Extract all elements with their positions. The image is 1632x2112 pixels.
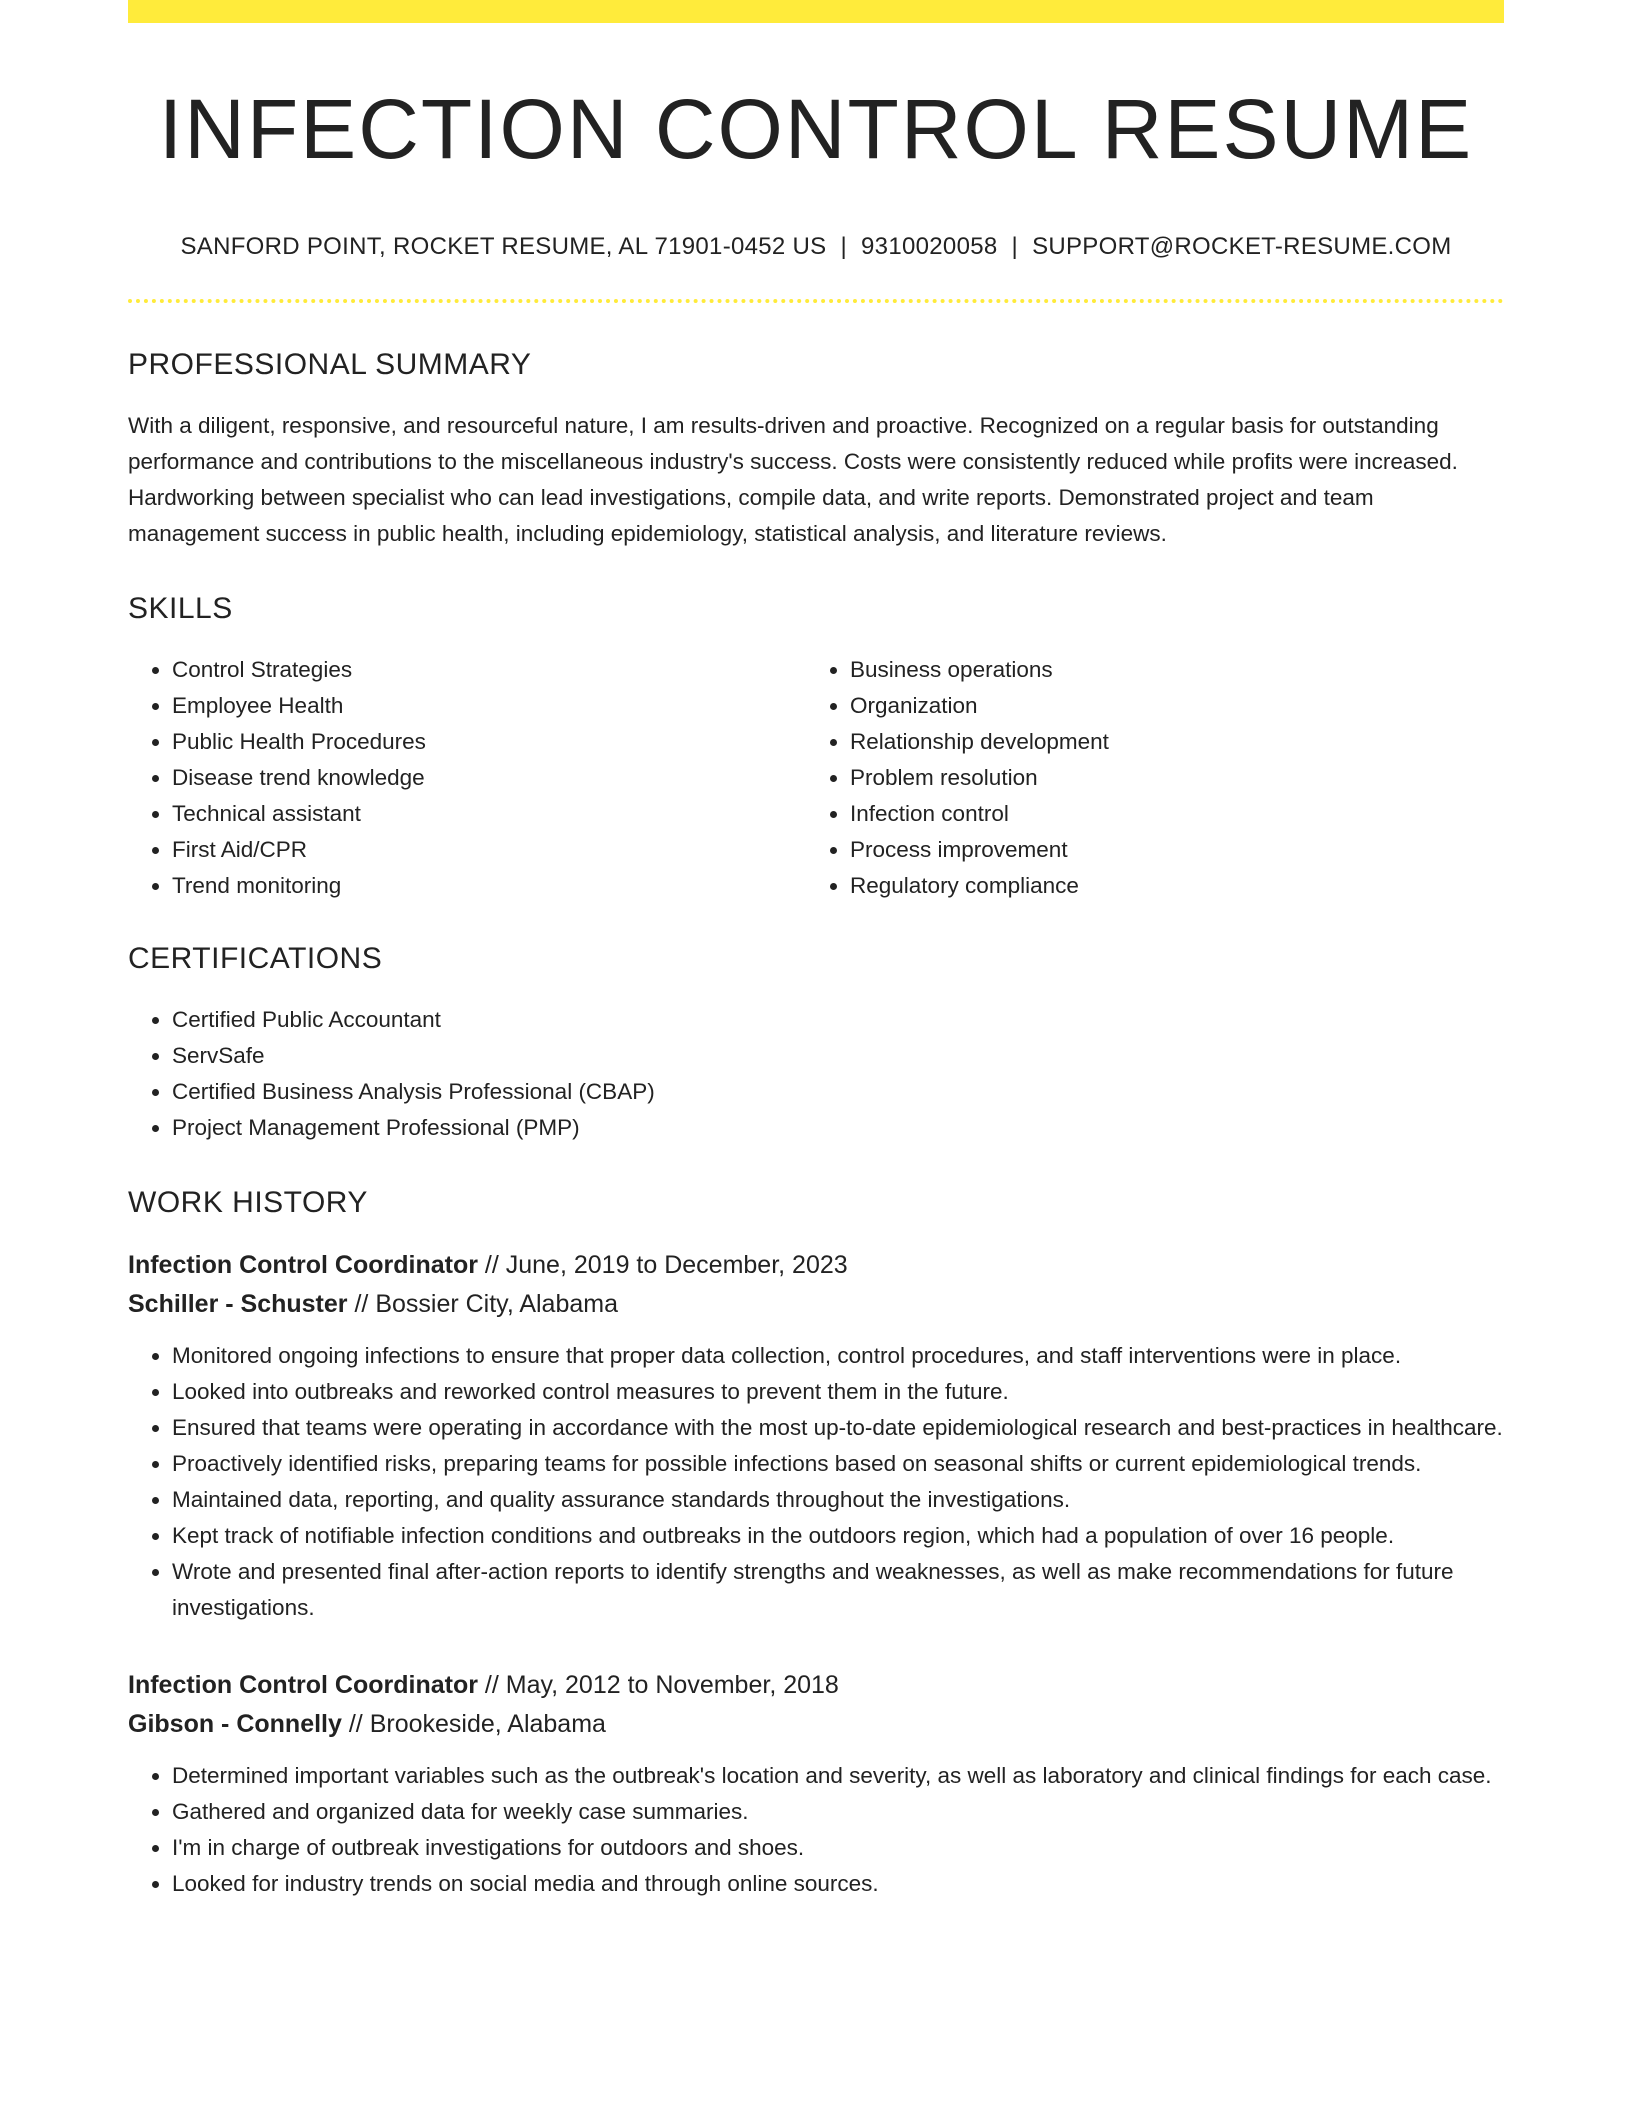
contact-address: SANFORD POINT, ROCKET RESUME, AL 71901-0452 US (180, 233, 827, 261)
summary-text: With a diligent, responsive, and resourceful nature, I am results-driven and proactive. Recognized on a regular basis for outstanding performance and contributions to the miscellaneous industry's success. Costs were consistently reduced while profits were increased. Hardworking between specialist who can lead investigations, compile data, and write reports. Demonstrated project and team management success in public health, including epidemiology, statistical analysis, and literature reviews. (128, 413, 1458, 547)
skill-item: • Problem resolution (850, 760, 1484, 796)
job-bullet: • Maintained data, reporting, and quality assurance standards throughout the investigations. (172, 1482, 1504, 1518)
job-bullet: • Monitored ongoing infections to ensure that proper data collection, control procedures, and staff interventions were in place. (172, 1338, 1504, 1374)
job-entry (128, 1666, 1504, 1902)
skills-grid (128, 652, 1504, 904)
certification-item: • Project Management Professional (PMP) (172, 1110, 1504, 1146)
job-entry (128, 1246, 1504, 1626)
job-company: Schiller - Schuster (128, 1290, 348, 1319)
job-location: // Bossier City, Alabama (347, 1290, 619, 1319)
job-role-line (128, 1246, 1504, 1285)
dotted-divider (128, 299, 1504, 303)
work-history-heading: WORK HISTORY (128, 1186, 368, 1220)
skill-item: • Disease trend knowledge (172, 760, 806, 796)
job-bullet: • Kept track of notifiable infection conditions and outbreaks in the outdoors region, which had a population of over 16 people. (172, 1518, 1504, 1554)
job-company-line (128, 1285, 1504, 1324)
contact-separator: | (1011, 233, 1019, 261)
certifications-list (128, 1002, 1504, 1146)
job-bullet: • Proactively identified risks, preparing teams for possible infections based on seasonal shifts or current epidemiological trends. (172, 1446, 1504, 1482)
job-dates: // June, 2019 to December, 2023 (477, 1251, 848, 1280)
job-bullet-list (128, 1338, 1504, 1626)
skill-item: • Public Health Procedures (172, 724, 806, 760)
job-bullet: • Looked for industry trends on social media and through online sources. (172, 1866, 1504, 1902)
job-bullet: • Wrote and presented final after-action reports to identify strengths and weaknesses, as well as make recommendations for future investigations. (172, 1554, 1504, 1626)
skill-item: • Organization (850, 688, 1484, 724)
skill-item: • Regulatory compliance (850, 868, 1484, 904)
job-location: // Brookeside, Alabama (341, 1710, 606, 1739)
skills-right-list (806, 652, 1484, 904)
certifications-heading: CERTIFICATIONS (128, 942, 383, 976)
skill-item: • Process improvement (850, 832, 1484, 868)
contact-line (128, 233, 1504, 261)
skill-item: • Employee Health (172, 688, 806, 724)
skill-item: • Relationship development (850, 724, 1484, 760)
job-role: Infection Control Coordinator (128, 1251, 478, 1280)
skill-item: • First Aid/CPR (172, 832, 806, 868)
job-role: Infection Control Coordinator (128, 1671, 478, 1700)
job-bullet: • I'm in charge of outbreak investigations for outdoors and shoes. (172, 1830, 1504, 1866)
job-bullet: • Ensured that teams were operating in accordance with the most up-to-date epidemiological research and best-practices in healthcare. (172, 1410, 1504, 1446)
job-company: Gibson - Connelly (128, 1710, 342, 1739)
contact-separator: | (840, 233, 848, 261)
skill-item: • Technical assistant (172, 796, 806, 832)
skill-item: • Business operations (850, 652, 1484, 688)
certification-item: • ServSafe (172, 1038, 1504, 1074)
contact-email: SUPPORT@ROCKET-RESUME.COM (1032, 233, 1452, 261)
skills-heading: SKILLS (128, 592, 233, 626)
skill-item: • Trend monitoring (172, 868, 806, 904)
job-bullet: • Determined important variables such as the outbreak's location and severity, as well as laboratory and clinical findings for each case. (172, 1758, 1504, 1794)
job-company-line (128, 1705, 1504, 1744)
job-bullet: • Gathered and organized data for weekly case summaries. (172, 1794, 1504, 1830)
job-bullet: • Looked into outbreaks and reworked control measures to prevent them in the future. (172, 1374, 1504, 1410)
job-dates: // May, 2012 to November, 2018 (477, 1671, 839, 1700)
certification-item: • Certified Public Accountant (172, 1002, 1504, 1038)
accent-top-bar (128, 0, 1504, 23)
skill-item: • Infection control (850, 796, 1484, 832)
summary-heading: PROFESSIONAL SUMMARY (128, 348, 532, 382)
job-bullet-list (128, 1758, 1504, 1902)
resume-page (128, 0, 1504, 1902)
job-role-line (128, 1666, 1504, 1705)
skills-left-list (128, 652, 806, 904)
skill-item: • Control Strategies (172, 652, 806, 688)
resume-title: INFECTION CONTROL RESUME (158, 82, 1474, 176)
certification-item: • Certified Business Analysis Professional (CBAP) (172, 1074, 1504, 1110)
contact-phone: 9310020058 (861, 233, 998, 261)
